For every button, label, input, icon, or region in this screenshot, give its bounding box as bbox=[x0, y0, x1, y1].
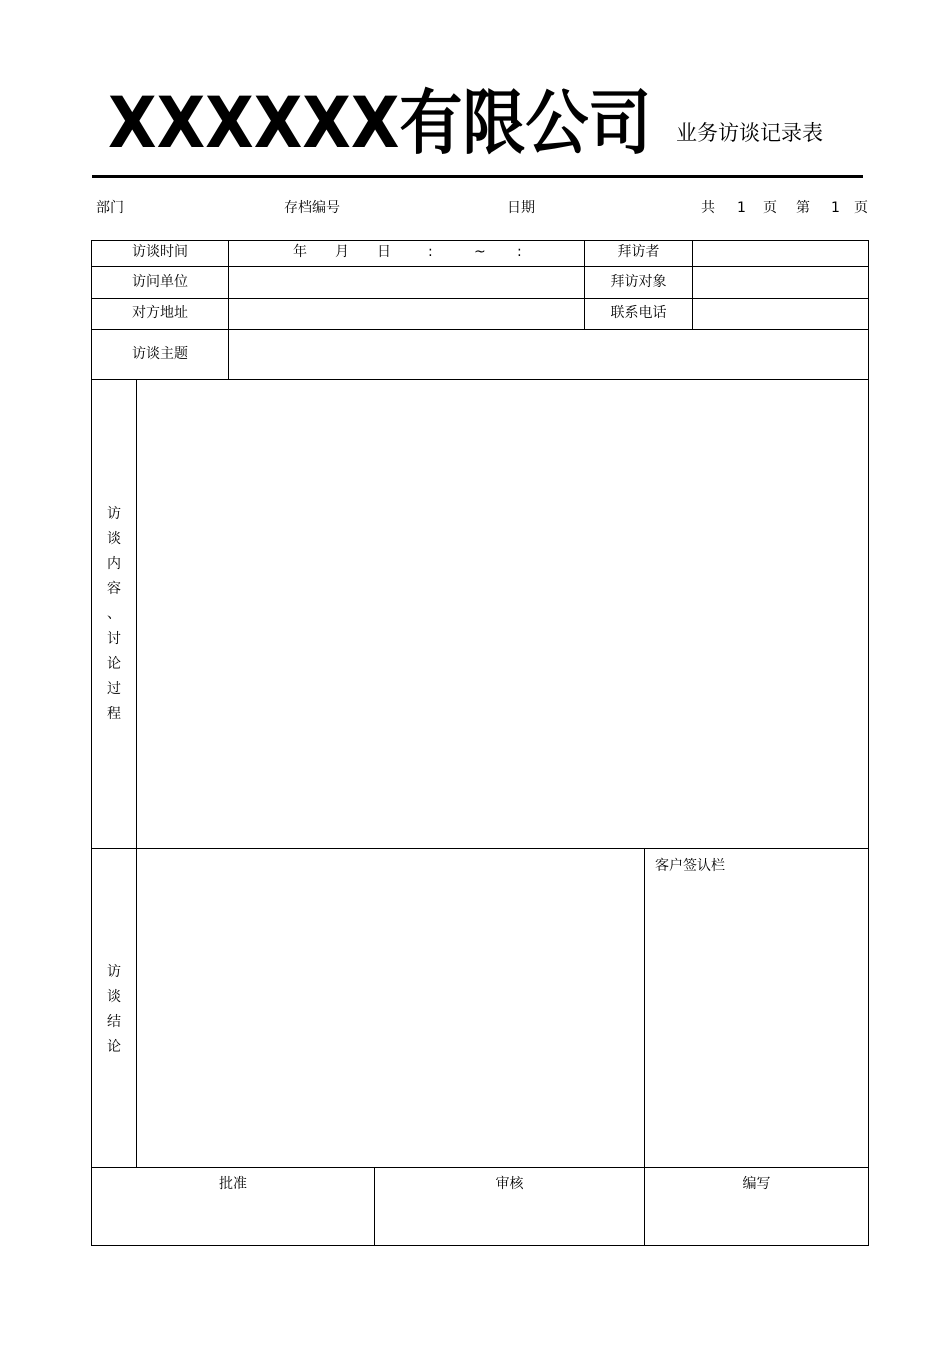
department-label: 部门 bbox=[96, 200, 124, 216]
table-border-right bbox=[868, 240, 869, 1246]
approve-label: 批准 bbox=[219, 1176, 247, 1192]
review-label: 审核 bbox=[495, 1176, 524, 1192]
table-rule bbox=[91, 1167, 869, 1168]
phone-label: 联系电话 bbox=[610, 305, 667, 321]
table-border-left bbox=[91, 240, 92, 1246]
content-label-char: 论 bbox=[107, 656, 121, 672]
visit-unit-label: 访问单位 bbox=[132, 274, 188, 290]
total-pages-unit: 页 bbox=[763, 200, 777, 216]
visit-target-label: 拜访对象 bbox=[610, 274, 667, 290]
time-colon: : bbox=[517, 244, 522, 260]
table-rule bbox=[91, 379, 869, 380]
company-name: XXXXXX有限公司 bbox=[108, 82, 652, 164]
form-title: 业务访谈记录表 bbox=[676, 121, 823, 145]
total-pages-value: 1 bbox=[737, 200, 746, 216]
current-page-value: 1 bbox=[831, 200, 840, 216]
conclusion-label-char: 谈 bbox=[107, 989, 121, 1005]
content-label-char: 内 bbox=[107, 556, 121, 572]
table-rule bbox=[91, 329, 869, 330]
archive-number-label: 存档编号 bbox=[284, 200, 340, 216]
conclusion-section-label bbox=[92, 960, 136, 1060]
content-label-char: 讨 bbox=[107, 631, 121, 647]
time-colon: : bbox=[428, 244, 433, 260]
customer-signature-label: 客户签认栏 bbox=[655, 858, 725, 874]
content-label-char: 谈 bbox=[107, 531, 121, 547]
title-divider bbox=[92, 175, 863, 178]
table-border-top bbox=[91, 240, 869, 241]
table-rule bbox=[692, 240, 693, 330]
time-tilde: ~ bbox=[474, 244, 486, 260]
table-border-bottom bbox=[91, 1245, 869, 1246]
conclusion-label-char: 论 bbox=[107, 1039, 121, 1055]
address-label: 对方地址 bbox=[132, 305, 188, 321]
interview-time-label: 访谈时间 bbox=[132, 244, 188, 260]
table-rule bbox=[91, 848, 869, 849]
content-label-char: 容 bbox=[107, 581, 121, 597]
table-rule bbox=[228, 240, 229, 380]
visitor-label: 拜访者 bbox=[617, 244, 660, 260]
content-label-char: 访 bbox=[107, 506, 121, 522]
time-month-label: 月 bbox=[335, 244, 349, 260]
topic-label: 访谈主题 bbox=[132, 346, 188, 362]
current-page-unit: 页 bbox=[854, 200, 868, 216]
current-page-prefix: 第 bbox=[796, 200, 810, 216]
conclusion-label-char: 访 bbox=[107, 964, 121, 980]
table-rule bbox=[136, 379, 137, 1168]
compile-label: 编写 bbox=[742, 1176, 771, 1192]
table-rule bbox=[91, 266, 869, 267]
conclusion-label-char: 结 bbox=[107, 1014, 121, 1030]
content-label-char: 程 bbox=[107, 706, 121, 722]
date-label: 日期 bbox=[507, 200, 535, 216]
content-label-char: 、 bbox=[107, 606, 121, 622]
total-pages-prefix: 共 bbox=[701, 200, 715, 216]
table-rule bbox=[91, 298, 869, 299]
time-year-label: 年 bbox=[293, 244, 307, 260]
content-label-char: 过 bbox=[107, 681, 121, 697]
time-day-label: 日 bbox=[377, 244, 391, 260]
content-section-label bbox=[92, 502, 136, 727]
